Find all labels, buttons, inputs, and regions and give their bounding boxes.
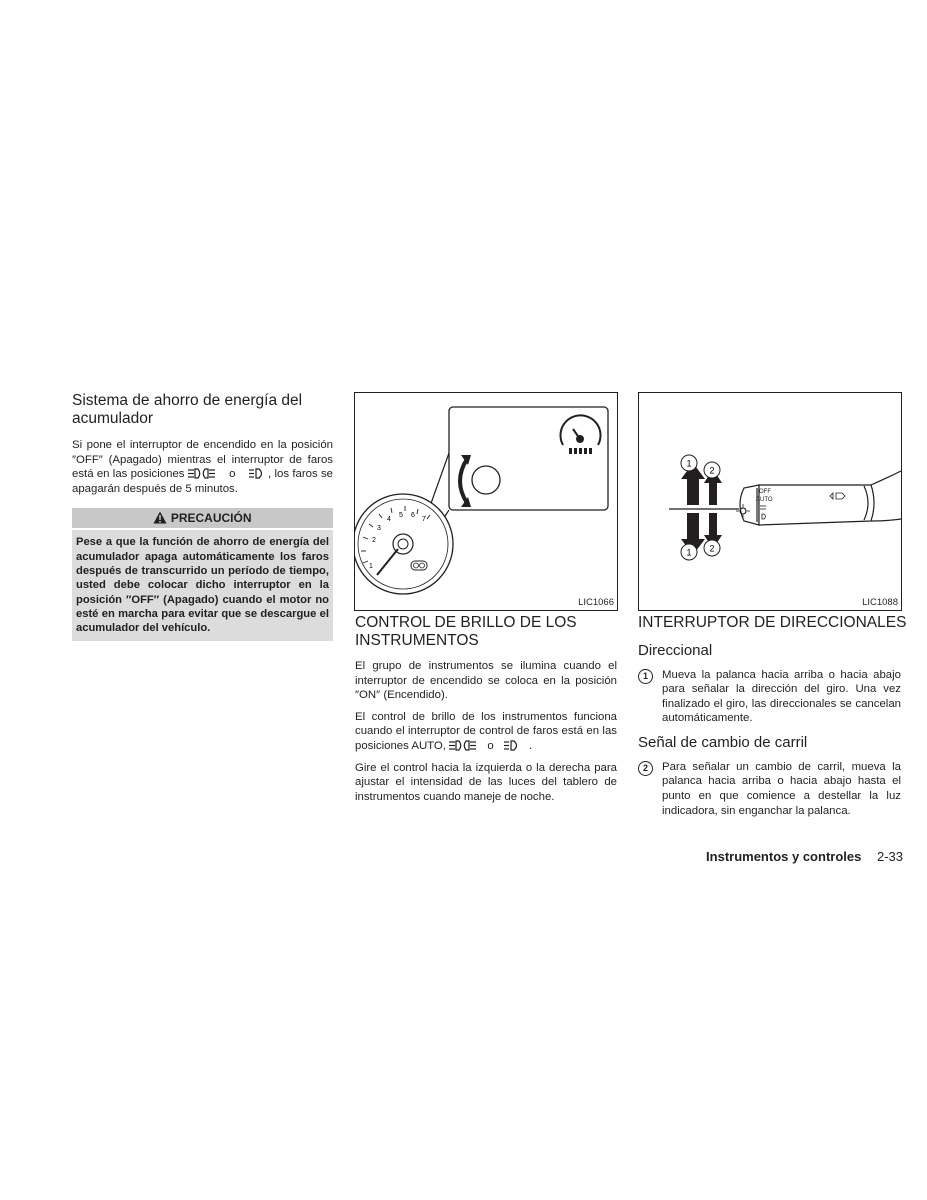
instrument-brightness-figure <box>354 392 618 611</box>
stalk-label: AUTO <box>756 497 773 503</box>
brightness-text-b: . <box>529 739 533 752</box>
caution-header <box>72 508 333 528</box>
brightness-para-3: Gire el control hacia la izquierda o la derecha para ajustar el intensidad de las luces del tablero de instrumentos cuando maneje de noche. <box>355 761 617 803</box>
page-number: 2-33 <box>876 849 903 864</box>
item-number: 2 <box>638 761 653 776</box>
item-text: Para señalar un cambio de carril, mueva la palanca hacia arriba o hacia abajo hasta el punto en que comience a destellar la luz indicadora, sin enganchar la palanca. <box>662 760 901 817</box>
stalk-label: OFF <box>759 489 771 495</box>
turn-signal-title: INTERRUPTOR DE DIRECCIONALES <box>638 614 907 631</box>
battery-saver-heading: Sistema de ahorro de energía del acumulador <box>72 392 303 427</box>
figure-number: 2 <box>709 465 715 476</box>
footer-section-title: Instrumentos y controles <box>706 849 862 864</box>
figure-number: 1 <box>686 547 692 558</box>
headlight-icon <box>188 468 216 479</box>
item-text: Mueva la palanca hacia arriba o hacia abajo para señalar la dirección del giro. Una vez finalizado el giro, las direccionales se cancelan automáticamente. <box>662 668 901 725</box>
figure-number: 2 <box>709 543 715 554</box>
caution-title: PRECAUCIÓN <box>170 511 252 526</box>
battery-saver-text-b: , los faros se apagarán después de 5 minutos. <box>72 468 333 495</box>
caution-box <box>72 508 333 641</box>
tachometer-gauge <box>355 494 453 594</box>
left-column <box>72 392 333 641</box>
list-item <box>638 668 901 726</box>
figure-label: LIC1066 <box>578 597 614 608</box>
list-item <box>638 760 901 818</box>
or-text: o <box>487 739 494 752</box>
gauge-number: 7 <box>422 516 426 523</box>
headlight-icon <box>449 740 477 751</box>
figure-number: 1 <box>686 458 692 469</box>
battery-saver-paragraph <box>72 438 333 496</box>
gauge-number: 6 <box>411 512 415 519</box>
gauge-number: 4 <box>387 516 391 523</box>
direction-subtitle: Direccional <box>638 641 713 659</box>
brightness-text-a: El control de brillo de los instrumentos funciona cuando el interruptor de control de faros está en las posiciones AUTO, <box>355 710 617 752</box>
gauge-number: 5 <box>399 512 403 519</box>
instrument-cluster-illustration <box>355 393 617 610</box>
gauge-number: 1 <box>369 563 373 570</box>
turn-signal-illustration <box>639 393 901 610</box>
brightness-control-title: CONTROL DE BRILLO DE LOS INSTRUMENTOS <box>355 614 577 649</box>
parking-light-icon <box>504 740 520 751</box>
or-text: o <box>229 468 236 481</box>
warning-triangle-icon <box>153 511 167 524</box>
gauge-number: 2 <box>372 537 376 544</box>
figure-label: LIC1088 <box>862 597 898 608</box>
gauge-number: 3 <box>377 525 381 532</box>
caution-text: Pese a que la función de ahorro de energía del acumulador apaga automáticamente los faros después de transcurrido un período de tiempo, usted debe colocar dicho interruptor en la posición ″OFF″ (Apagado) cuando el motor no esté en marcha para evitar que se descargue el acumulador del vehículo. <box>72 530 333 641</box>
dimmer-knob-icon <box>472 466 500 494</box>
brightness-para-1: El grupo de instrumentos se ilumina cuando el interruptor de encendido se coloca en la posición ″ON″ (Encendido). <box>355 660 617 702</box>
brightness-para-2 <box>355 710 617 754</box>
lane-change-subtitle: Señal de cambio de carril <box>638 733 808 751</box>
turn-signal-figure <box>638 392 902 611</box>
right-column <box>638 614 907 826</box>
middle-column <box>355 614 617 811</box>
item-number: 1 <box>638 669 653 684</box>
battery-saver-text-a: Si pone el interruptor de encendido en la posición ″OFF″ (Apagado) mientras el interruptor de faros está en las posiciones <box>72 439 333 481</box>
parking-light-icon <box>249 468 265 479</box>
page-footer <box>706 849 903 864</box>
